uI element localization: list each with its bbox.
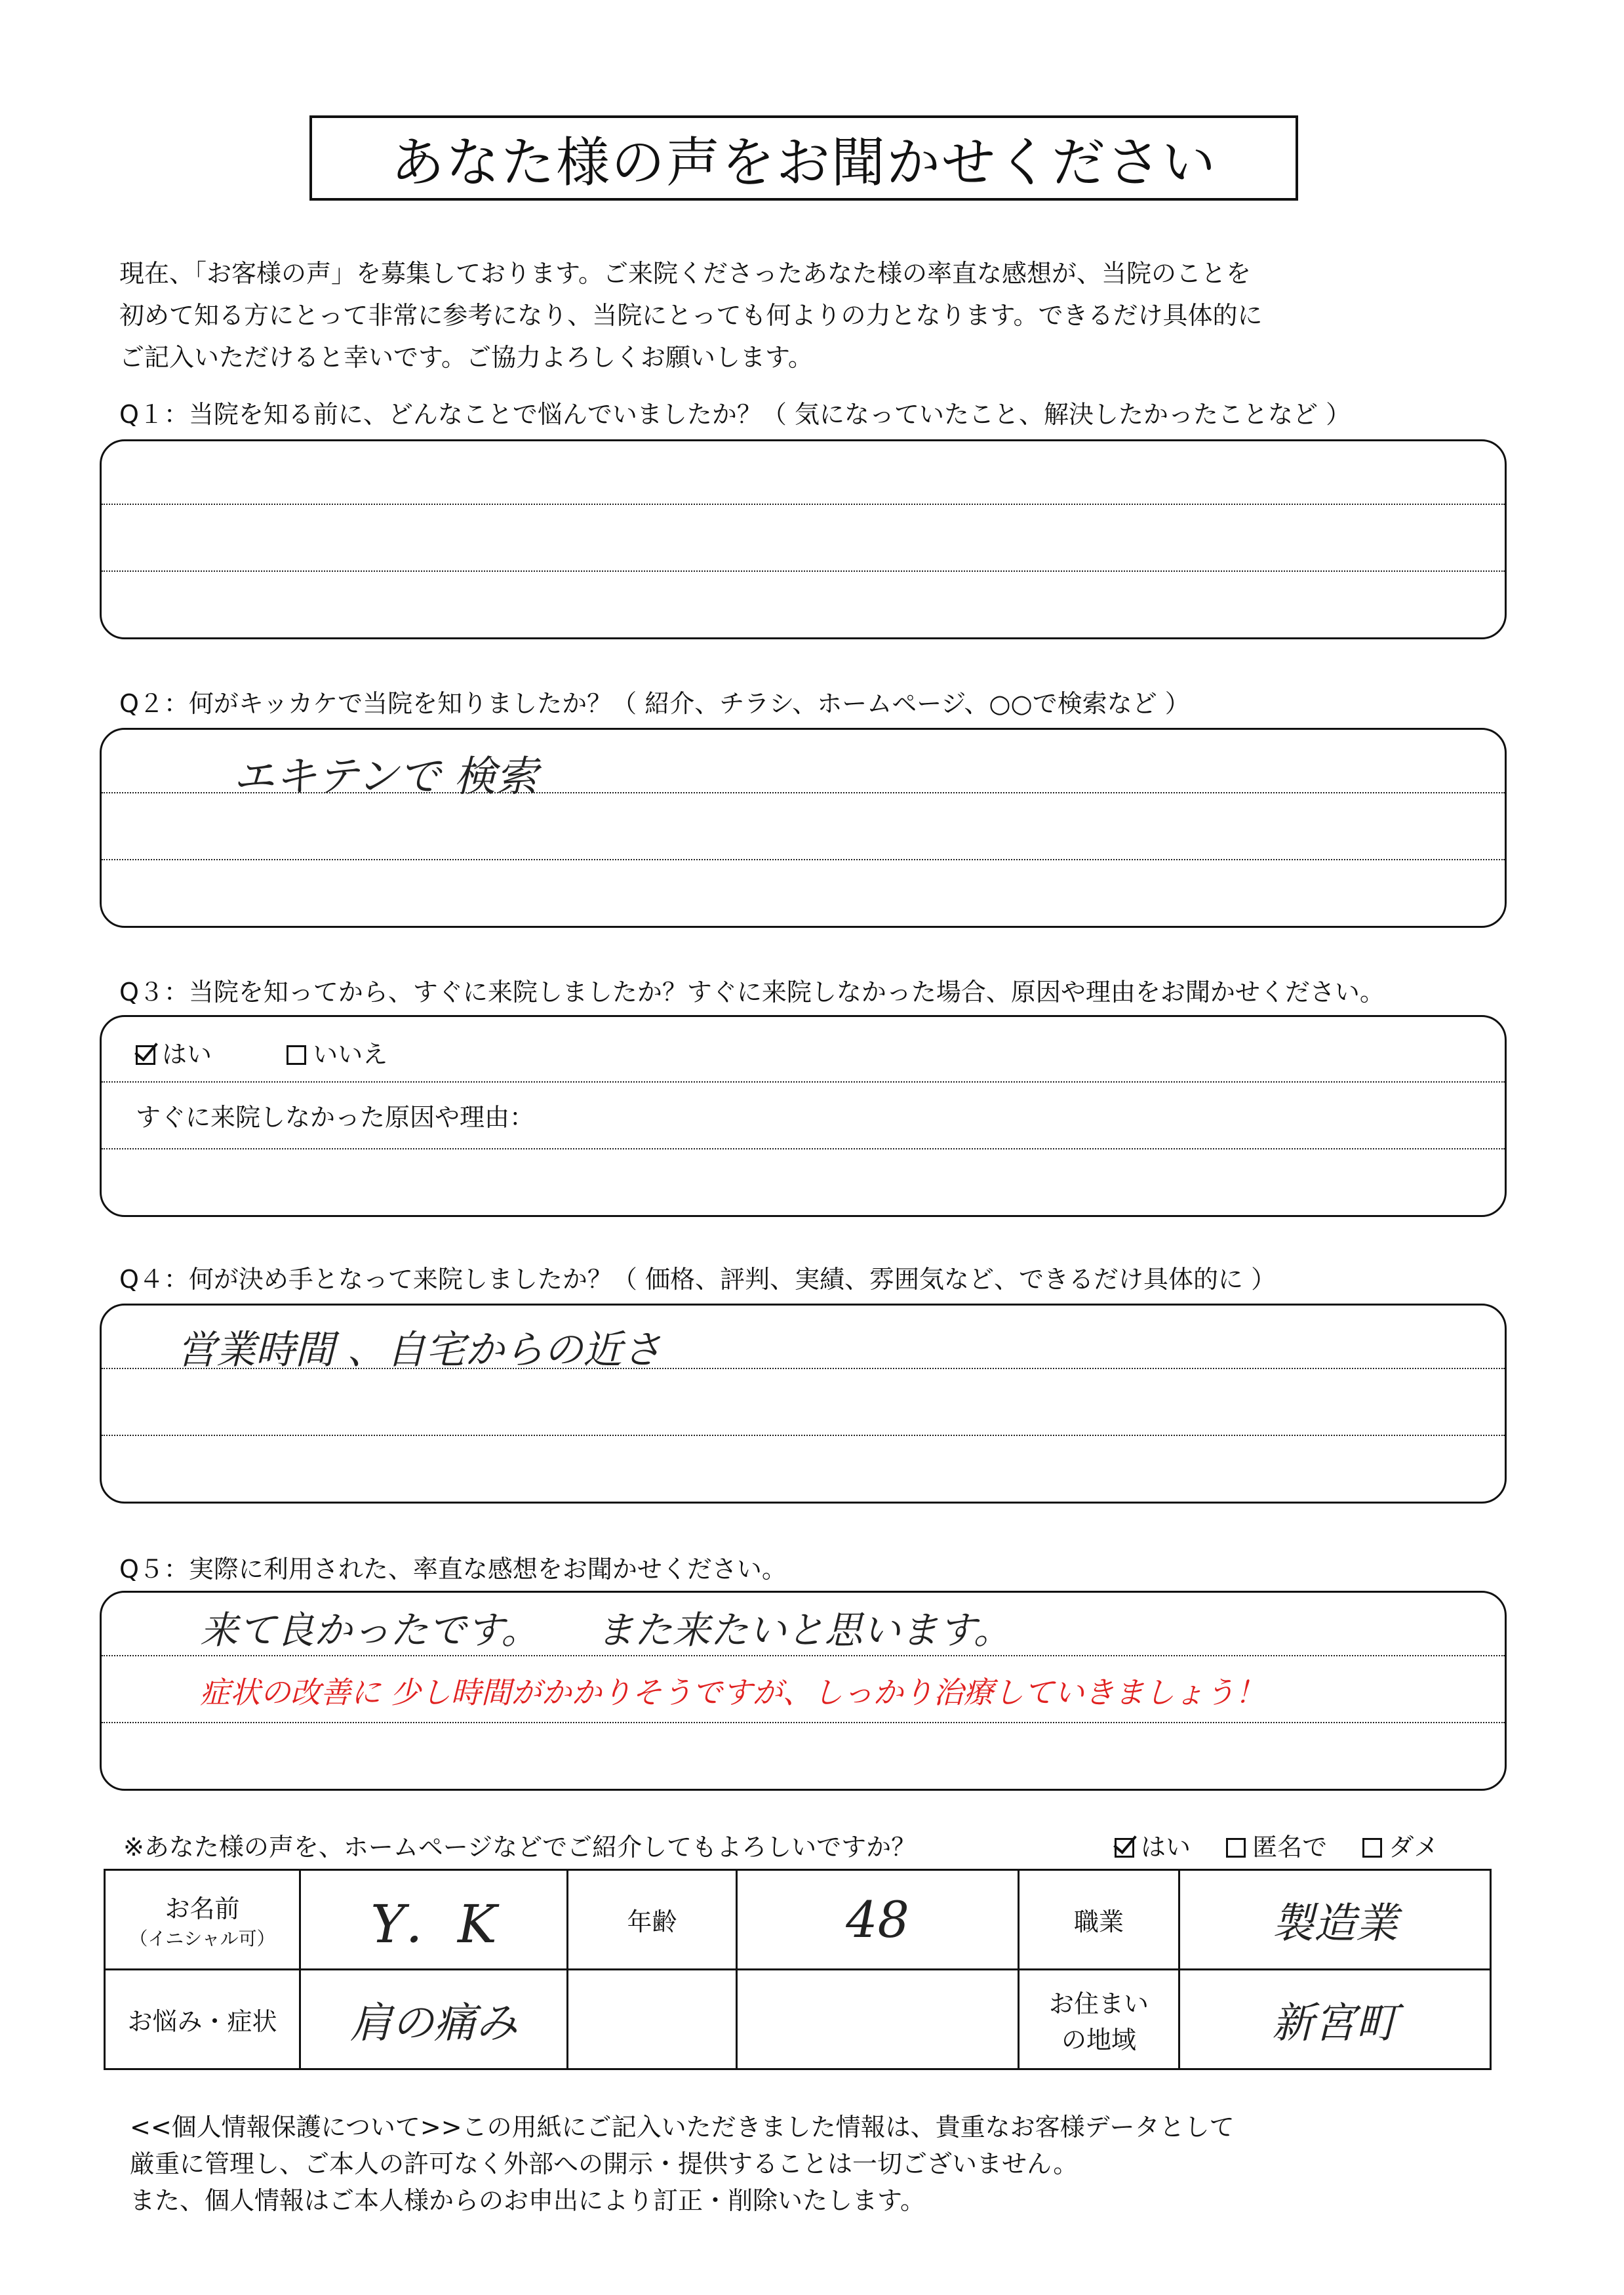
q5-handwritten-answer: 来て良かったです。 また来たいと思います。 bbox=[200, 1608, 1012, 1652]
age-value-cell[interactable] bbox=[737, 1870, 1019, 1970]
checkbox-consent-anonymous[interactable] bbox=[1226, 1838, 1246, 1858]
age-value: 48 bbox=[846, 1890, 909, 1949]
consent-question: ※あなた様の声を、ホームページなどでご紹介してもよろしいですか？ bbox=[123, 1833, 917, 1862]
q3-reason-label: すぐに来院しなかった原因や理由： bbox=[136, 1103, 535, 1132]
privacy-line: 厳重に管理し、ご本人の許可なく外部への開示・提供することは一切ございません。 bbox=[130, 2149, 1079, 2178]
q1-label: Q１：当院を知る前に、どんなことで悩んでいましたか？（ 気になっていたこと、解決したかったことなど ） bbox=[119, 400, 1351, 429]
name-sub-label: （イニシャル可） bbox=[129, 1928, 275, 1949]
intro-line: ご記入いただけると幸いです。ご協力よろしくお願いします。 bbox=[119, 343, 813, 372]
q2-handwritten-answer: エキテンで 検索 bbox=[233, 753, 538, 801]
area-label-cell bbox=[1019, 1970, 1179, 2069]
symptom-value-cell[interactable] bbox=[300, 1970, 568, 2069]
privacy-line: また、個人情報はご本人様からのお申出により訂正・削除いたします。 bbox=[130, 2186, 925, 2215]
intro-line: 初めて知る方にとって非常に参考になり、当院にとっても何よりの力となります。できるだけ具体的に bbox=[119, 301, 1263, 330]
q4-label: Q４：何が決め手となって来院しましたか？（ 価格、評判、実績、雰囲気など、できるだけ具体的に ） bbox=[119, 1265, 1277, 1294]
checkbox-yes[interactable] bbox=[136, 1045, 155, 1065]
customer-info-table bbox=[104, 1869, 1492, 2070]
answer-line bbox=[102, 859, 1505, 860]
q4-answer-box[interactable] bbox=[100, 1304, 1507, 1504]
q5-answer-box[interactable] bbox=[100, 1591, 1507, 1791]
name-value: Y．K bbox=[370, 1894, 497, 1955]
page-title: あなた様の声をお聞かせください bbox=[390, 131, 1217, 194]
intro-line: 現在、「お客様の声」を募集しております。ご来院くださったあなた様の率直な感想が、当院のことを bbox=[119, 259, 1251, 288]
answer-line bbox=[102, 504, 1505, 505]
privacy-notice bbox=[130, 2109, 1235, 2219]
privacy-line: <<個人情報保護について>>この用紙にご記入いただきました情報は、貴重なお客様データとして bbox=[130, 2113, 1235, 2142]
area-value: 新宮町 bbox=[1272, 1999, 1398, 2048]
q3-yes-label: はい bbox=[162, 1040, 212, 1069]
consent-yes-label: はい bbox=[1141, 1833, 1191, 1862]
title-box bbox=[309, 115, 1298, 201]
area-value-cell[interactable] bbox=[1179, 1970, 1491, 2069]
q2-label: Q２：何がキッカケで当院を知りましたか？（ 紹介、チラシ、ホームページ、○○で検索など ） bbox=[119, 689, 1190, 718]
job-value-cell[interactable] bbox=[1179, 1870, 1491, 1970]
checkbox-no[interactable] bbox=[287, 1045, 306, 1065]
job-value: 製造業 bbox=[1272, 1899, 1398, 1948]
area-label-line1: お住まい bbox=[1048, 1989, 1149, 2018]
name-label-cell bbox=[105, 1870, 300, 1970]
q5-label: Q５：実際に利用された、率直な感想をお聞かせください。 bbox=[119, 1555, 787, 1584]
q3-answer-box[interactable] bbox=[100, 1015, 1507, 1217]
intro-text bbox=[119, 252, 1535, 378]
q3-no-label: いいえ bbox=[313, 1040, 388, 1069]
symptom-label: お悩み・症状 bbox=[105, 1970, 300, 2069]
answer-line bbox=[102, 1722, 1505, 1723]
q2-answer-box[interactable] bbox=[100, 728, 1507, 928]
age-label: 年齢 bbox=[568, 1870, 737, 1970]
checkbox-consent-yes[interactable] bbox=[1115, 1838, 1134, 1858]
q5-staff-reply: 症状の改善に 少し時間がかかりそうですが、しっかり治療していきましょう！ bbox=[200, 1675, 1265, 1710]
area-label-line2: の地域 bbox=[1061, 2025, 1136, 2054]
q3-label: Q３：当院を知ってから、すぐに来院しましたか？すぐに来院しなかった場合、原因や理由をお聞かせください。 bbox=[119, 978, 1385, 1007]
q3-options bbox=[136, 1034, 387, 1070]
empty-cell bbox=[568, 1970, 737, 2069]
consent-options bbox=[1115, 1827, 1438, 1863]
q4-handwritten-answer: 営業時間 、自宅からの近さ bbox=[177, 1327, 662, 1373]
name-value-cell[interactable] bbox=[300, 1870, 568, 1970]
job-label: 職業 bbox=[1019, 1870, 1179, 1970]
consent-no-label: ダメ bbox=[1389, 1833, 1439, 1862]
checkbox-consent-no[interactable] bbox=[1362, 1838, 1382, 1858]
empty-cell bbox=[737, 1970, 1019, 2069]
answer-line bbox=[102, 1148, 1505, 1149]
q1-answer-box[interactable] bbox=[100, 439, 1507, 639]
answer-line bbox=[102, 1081, 1505, 1083]
answer-line bbox=[102, 1435, 1505, 1436]
answer-line bbox=[102, 1655, 1505, 1656]
name-label: お名前 bbox=[165, 1894, 240, 1923]
symptom-value: 肩の痛み bbox=[349, 1999, 518, 2048]
consent-anon-label: 匿名で bbox=[1252, 1833, 1328, 1862]
answer-line bbox=[102, 570, 1505, 572]
